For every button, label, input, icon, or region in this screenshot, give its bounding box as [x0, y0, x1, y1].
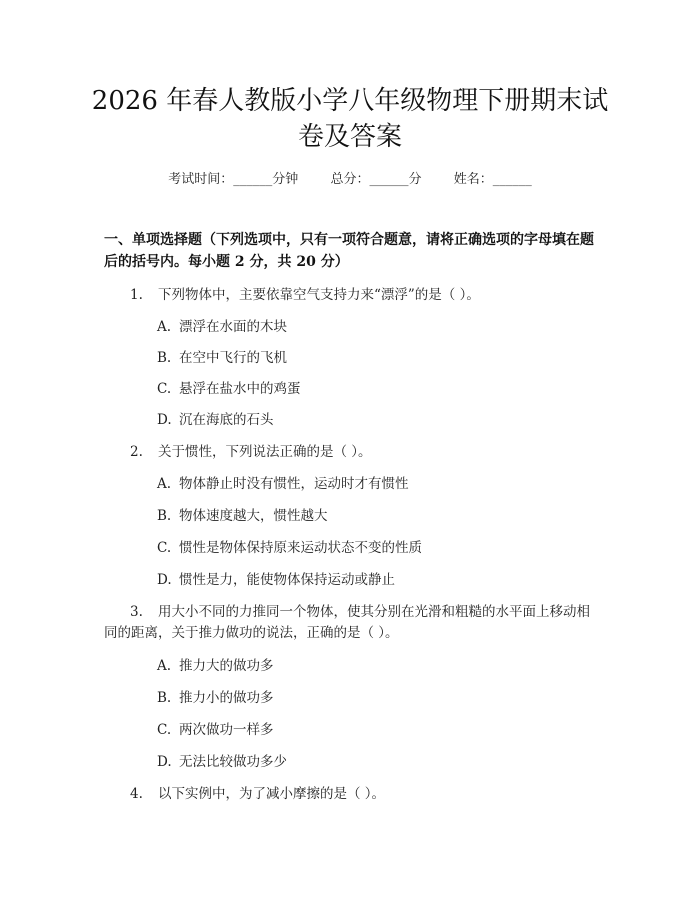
- option-3b: B. 推力小的做功多: [157, 690, 274, 706]
- question-number: 3.: [130, 604, 143, 620]
- option-1c: C. 悬浮在盐水中的鸡蛋: [157, 381, 301, 397]
- question-text-line2: 同的距离，关于推力做功的说法，正确的是（ ）。: [104, 625, 399, 641]
- question-number: 1.: [130, 287, 143, 303]
- page-title-line2: 卷及答案: [297, 122, 402, 152]
- option-3a: A. 推力大的做功多: [157, 658, 274, 674]
- question-1: [130, 283, 480, 303]
- option-2d: D. 惯性是力，能使物体保持运动或静止: [157, 572, 395, 588]
- option-1d: D. 沉在海底的石头: [157, 412, 274, 428]
- option-3c: C. 两次做功一样多: [157, 722, 274, 738]
- option-1b: B. 在空中飞行的飞机: [157, 350, 287, 366]
- option-2c: C. 惯性是物体保持原来运动状态不变的性质: [157, 540, 422, 556]
- question-text-line1: 用大小不同的力推同一个物体，使其分别在光滑和粗糙的水平面上移动相: [158, 604, 590, 620]
- option-1a: A. 漂浮在水面的木块: [157, 319, 287, 335]
- exam-time-label: 考试时间：______分钟: [168, 172, 299, 187]
- question-4: [130, 782, 385, 802]
- question-number: 4.: [130, 786, 143, 802]
- option-3d: D. 无法比较做功多少: [157, 754, 287, 770]
- question-number: 2.: [130, 444, 143, 460]
- page-title-line1: 2026 年春人教版小学八年级物理下册期末试: [91, 86, 609, 116]
- question-3: [130, 600, 590, 620]
- question-text: 下列物体中，主要依靠空气支持力来“漂浮”的是（ ）。: [158, 287, 480, 303]
- question-3-continued: [104, 621, 399, 641]
- question-text: 以下实例中，为了减小摩擦的是（ ）。: [158, 786, 386, 802]
- section-heading-line2: 后的括号内。每小题 2 分，共 20 分）: [104, 254, 349, 270]
- question-text: 关于惯性，下列说法正确的是（ ）。: [158, 444, 372, 460]
- total-score-label: 总分：______分: [330, 172, 422, 187]
- option-2a: A. 物体静止时没有惯性，运动时才有惯性: [157, 476, 409, 492]
- question-2: [130, 440, 372, 460]
- option-2b: B. 物体速度越大，惯性越大: [157, 508, 328, 524]
- exam-meta: [0, 168, 700, 187]
- student-name-label: 姓名：______: [453, 172, 532, 187]
- section-heading-line1: 一、单项选择题（下列选项中，只有一项符合题意，请将正确选项的字母填在题: [104, 232, 594, 248]
